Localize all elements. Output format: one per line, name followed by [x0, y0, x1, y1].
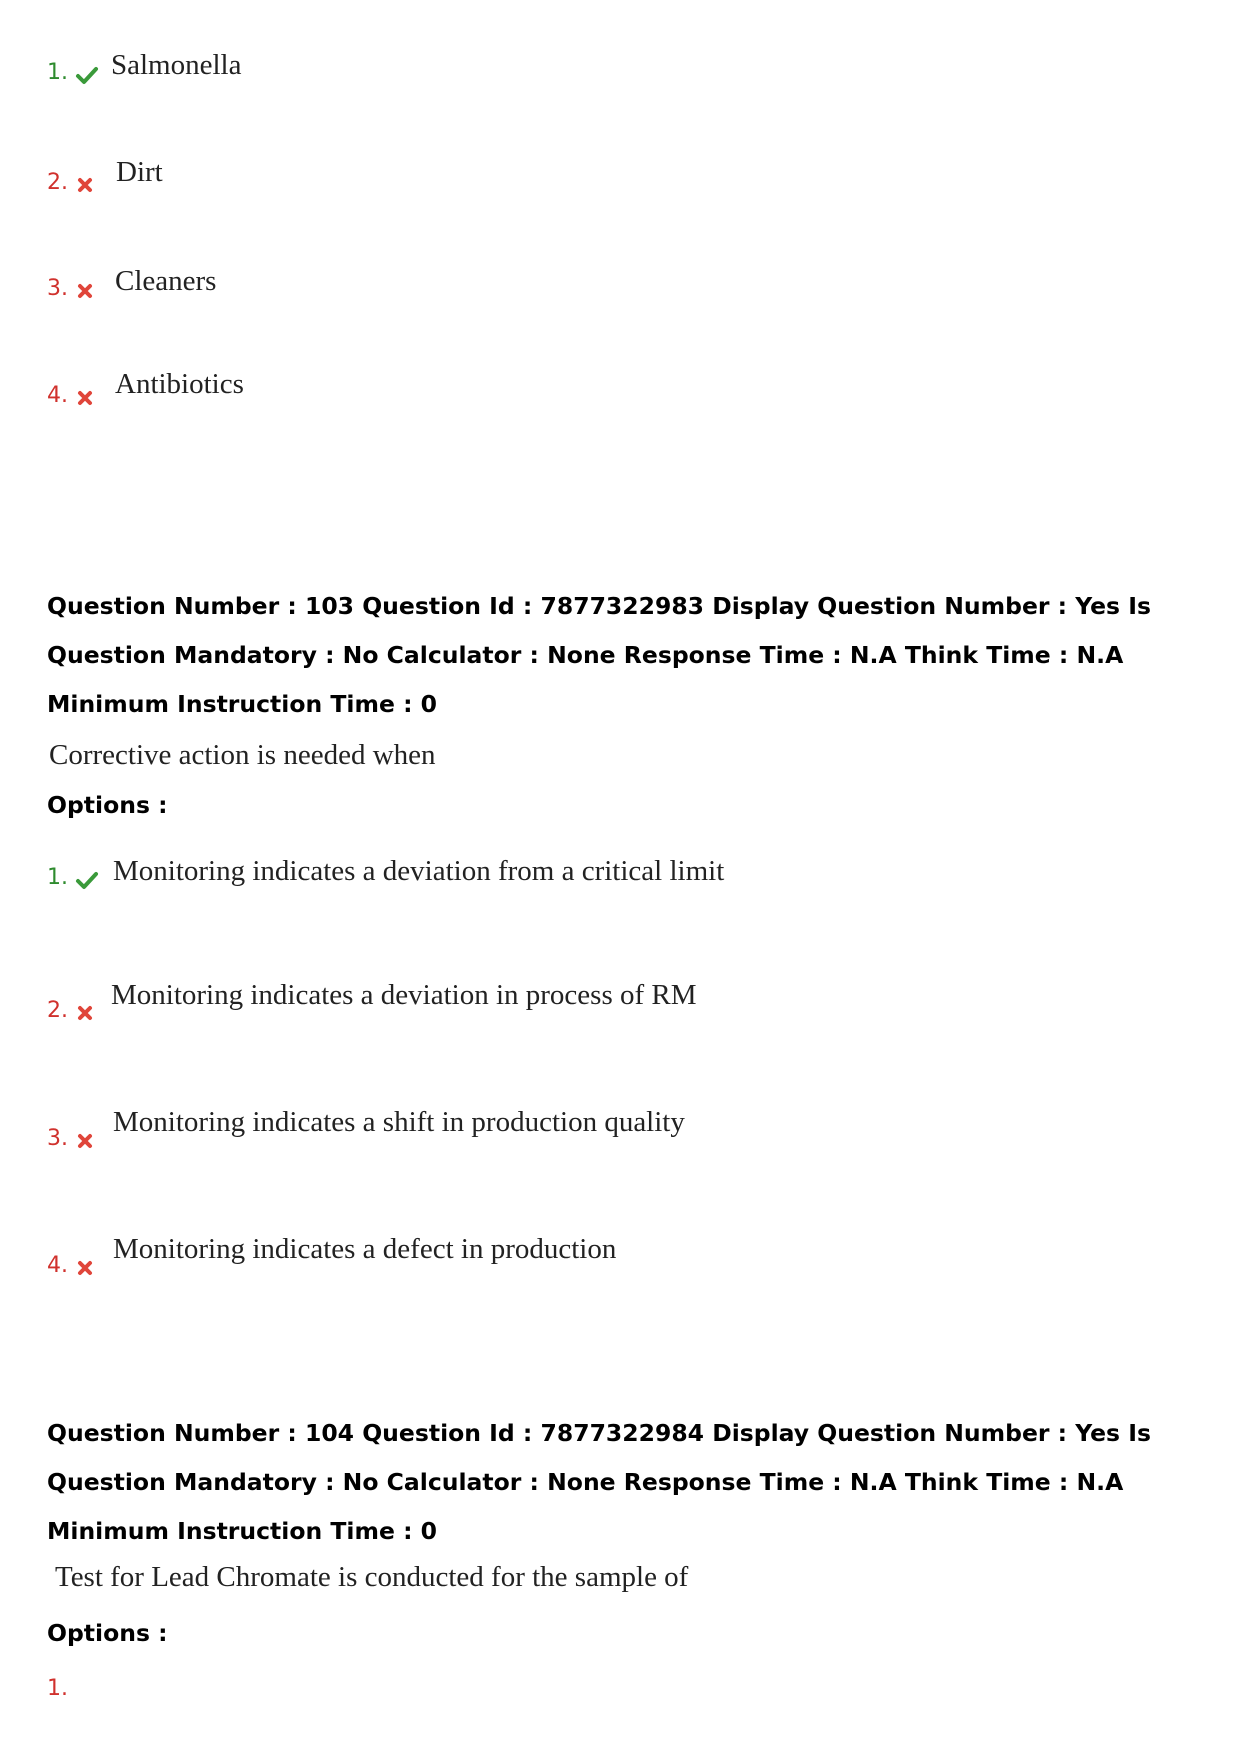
cross-icon	[77, 177, 93, 193]
option-number: 4.	[47, 383, 68, 408]
option-number: 2.	[47, 170, 68, 195]
option-number: 1.	[47, 1676, 68, 1701]
cross-icon	[77, 1133, 93, 1149]
cross-icon	[77, 1260, 93, 1276]
check-icon	[75, 64, 99, 86]
options-label: Options :	[47, 791, 168, 819]
option-text: Monitoring indicates a deviation in process of RM	[111, 979, 697, 1011]
check-icon	[75, 869, 99, 891]
options-label: Options :	[47, 1619, 168, 1647]
option-text: Monitoring indicates a shift in production quality	[113, 1106, 685, 1138]
option-text: Monitoring indicates a defect in production	[113, 1233, 617, 1265]
question-text: Corrective action is needed when	[49, 739, 436, 771]
option-number: 4.	[47, 1253, 68, 1278]
option-text: Salmonella	[111, 49, 242, 81]
option-text: Antibiotics	[115, 368, 244, 400]
cross-icon	[77, 283, 93, 299]
option-number: 3.	[47, 1126, 68, 1151]
question-text: Test for Lead Chromate is conducted for the sample of	[55, 1561, 689, 1593]
option-number: 1.	[47, 60, 68, 85]
option-text: Dirt	[116, 156, 163, 188]
option-number: 3.	[47, 276, 68, 301]
option-text: Cleaners	[115, 265, 217, 297]
option-number: 1.	[47, 865, 68, 890]
question-meta: Question Number : 104 Question Id : 7877322984 Display Question Number : Yes Is Question Mandatory : No Calculator : None Response Time : N.A Think Time : N.A Minimum Instruction Time : 0	[47, 1419, 1151, 1545]
question-meta: Question Number : 103 Question Id : 7877322983 Display Question Number : Yes Is Question Mandatory : No Calculator : None Response Time : N.A Think Time : N.A Minimum Instruction Time : 0	[47, 592, 1151, 718]
option-text: Monitoring indicates a deviation from a critical limit	[113, 855, 725, 887]
cross-icon	[77, 1005, 93, 1021]
cross-icon	[77, 390, 93, 406]
option-number: 2.	[47, 998, 68, 1023]
